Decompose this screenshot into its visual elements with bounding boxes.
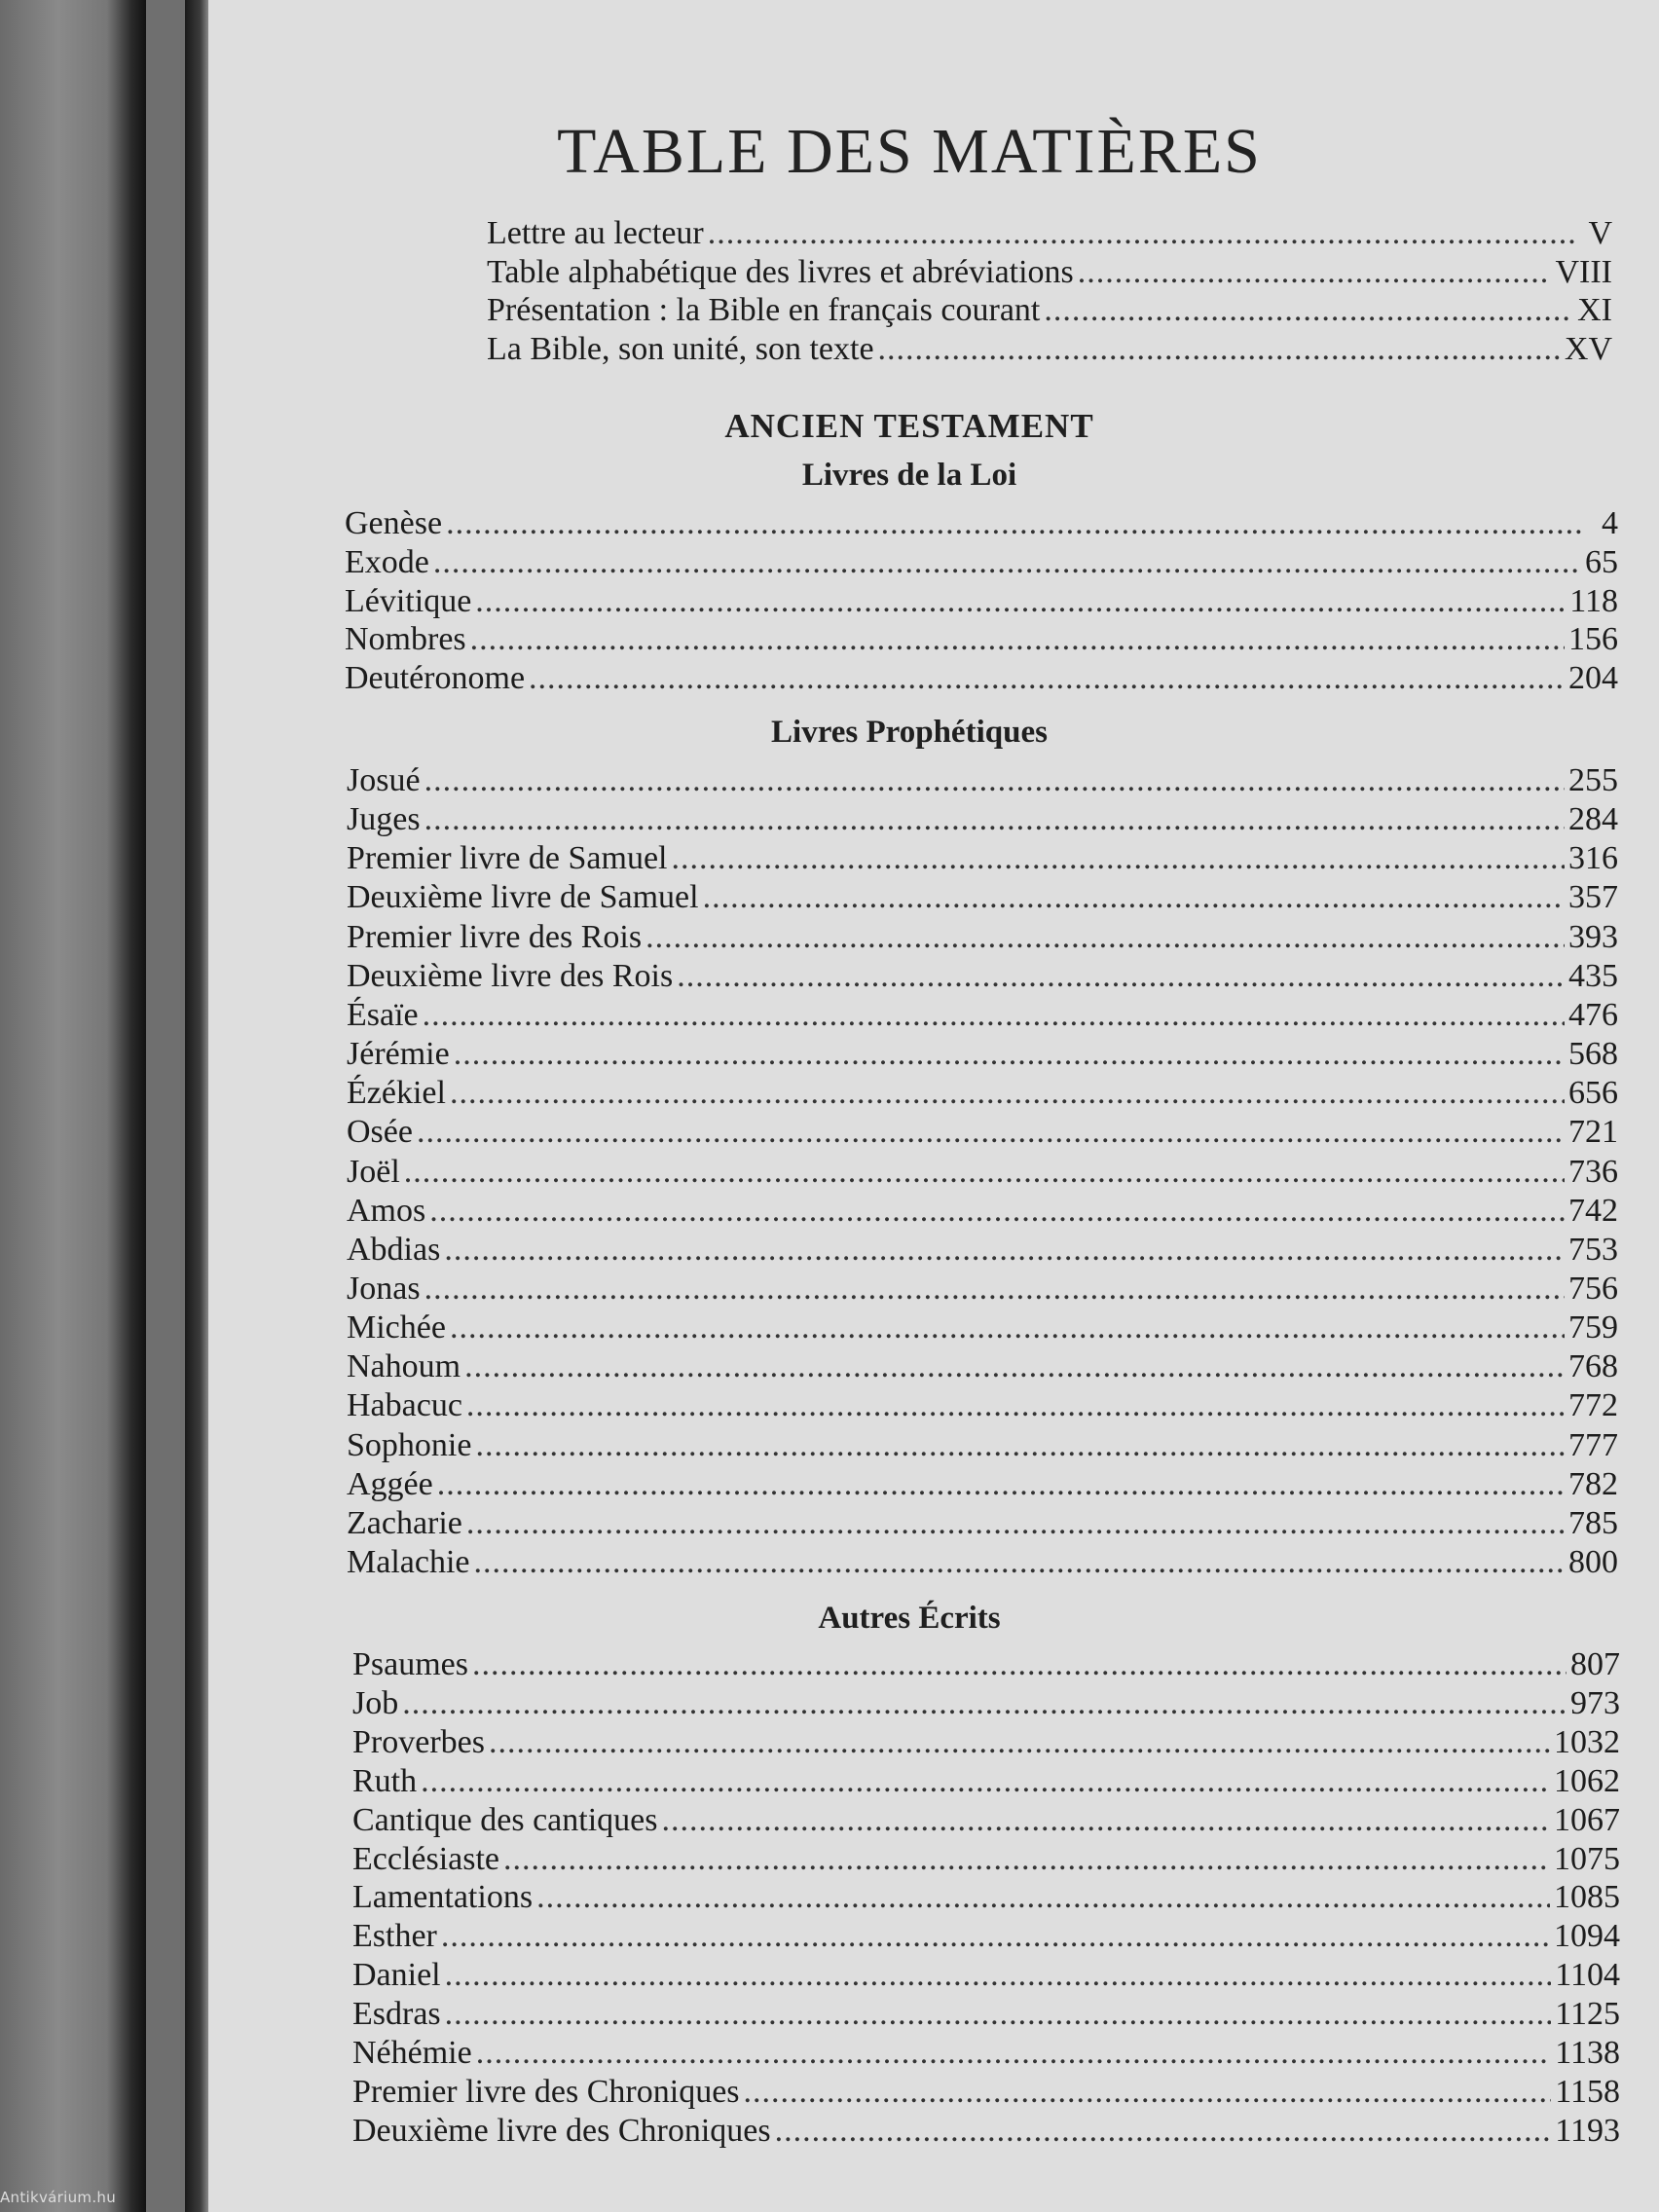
dot-leader — [470, 620, 1565, 659]
toc-entry-page-number: 255 — [1568, 762, 1618, 798]
toc-entry-page-number: 65 — [1585, 543, 1618, 580]
toc-entry-label: Lettre au lecteur — [487, 215, 704, 251]
toc-entry-label: Daniel — [352, 1957, 441, 1994]
dot-leader — [475, 1426, 1565, 1465]
toc-entry-label: Lévitique — [345, 582, 472, 619]
toc-entry — [347, 1465, 1618, 1504]
toc-entry-page-number: 782 — [1568, 1465, 1618, 1502]
section-heading-ancien-testament: ANCIEN TESTAMENT — [724, 407, 1094, 445]
dot-leader — [672, 839, 1565, 878]
dot-leader — [489, 1723, 1550, 1762]
subsection-heading-prophetiques: Livres Prophétiques — [771, 715, 1048, 750]
dot-leader — [417, 1113, 1565, 1152]
toc-entry-page-number: 807 — [1570, 1646, 1620, 1682]
dot-leader — [472, 1645, 1567, 1684]
toc-entry — [352, 2034, 1620, 2073]
dot-leader — [450, 1309, 1565, 1347]
toc-entry — [352, 1723, 1620, 1762]
toc-entry-page-number: 1125 — [1555, 1996, 1620, 2033]
toc-entry — [345, 543, 1618, 582]
toc-entry-page-number: 357 — [1568, 879, 1618, 916]
dot-leader — [775, 2112, 1552, 2151]
dot-leader — [429, 1192, 1565, 1231]
toc-entry — [347, 839, 1618, 878]
toc-entry-label: Ésaïe — [347, 996, 419, 1033]
toc-entry — [347, 1153, 1618, 1192]
toc-entry-label: Abdias — [347, 1231, 441, 1268]
dot-leader — [1078, 253, 1552, 292]
toc-entry — [352, 2073, 1620, 2112]
toc-entry-page-number: 316 — [1568, 840, 1618, 877]
toc-entry-label: Michée — [347, 1309, 446, 1346]
toc-entry-page-number: 800 — [1568, 1544, 1618, 1580]
toc-entry-page-number: 118 — [1569, 582, 1618, 619]
toc-entry-label: Sophonie — [347, 1426, 472, 1463]
toc-entry-page-number: 1075 — [1554, 1840, 1620, 1877]
toc-entry-page-number: V — [1588, 215, 1612, 251]
dot-leader — [424, 1270, 1565, 1309]
toc-entry — [345, 504, 1618, 543]
toc-entry-page-number: 785 — [1568, 1504, 1618, 1541]
toc-entry-label: Habacuc — [347, 1387, 462, 1424]
watermark-text: Antikvárium.hu — [0, 2189, 117, 2206]
dot-leader — [529, 659, 1565, 698]
toc-entry — [347, 1113, 1618, 1152]
toc-entry-label: Ecclésiaste — [352, 1840, 500, 1877]
toc-entry-label: Lamentations — [352, 1879, 534, 1916]
toc-entry-page-number: 756 — [1568, 1270, 1618, 1307]
toc-entry-label: Exode — [345, 543, 429, 580]
toc-entry-page-number: XI — [1577, 292, 1612, 328]
subsection-heading-autres: Autres Écrits — [818, 1601, 1001, 1636]
toc-entry-page-number: 393 — [1568, 918, 1618, 955]
dot-leader — [476, 2034, 1552, 2073]
toc-entry-page-number: 1062 — [1554, 1762, 1620, 1799]
dot-leader — [703, 878, 1565, 917]
dot-leader — [878, 330, 1561, 369]
toc-entry — [347, 1270, 1618, 1309]
toc-entry — [487, 330, 1612, 369]
page-title: TABLE DES MATIÈRES — [557, 116, 1262, 187]
toc-entry — [347, 1426, 1618, 1465]
dot-leader — [444, 1231, 1565, 1270]
toc-entry — [352, 1956, 1620, 1995]
toc-entry-page-number: VIII — [1555, 253, 1612, 290]
toc-entry — [347, 957, 1618, 996]
toc-entry-label: Aggée — [347, 1465, 433, 1502]
toc-entry-label: Malachie — [347, 1544, 470, 1580]
toc-entry-label: Psaumes — [352, 1646, 468, 1682]
toc-entry-page-number: 156 — [1568, 621, 1618, 658]
toc-entry — [347, 1231, 1618, 1270]
toc-entry — [347, 1347, 1618, 1386]
toc-entry — [487, 253, 1612, 292]
toc-entry-page-number: 736 — [1568, 1153, 1618, 1190]
toc-entry — [352, 1917, 1620, 1956]
toc-entry-page-number: 284 — [1568, 801, 1618, 838]
toc-entry — [347, 1074, 1618, 1113]
toc-entry — [352, 1995, 1620, 2034]
toc-entry-label: Premier livre des Rois — [347, 918, 643, 955]
dot-leader — [450, 1074, 1565, 1113]
toc-entry-label: Joël — [347, 1153, 400, 1190]
toc-entry-page-number: 721 — [1568, 1114, 1618, 1151]
dot-leader — [421, 1762, 1550, 1801]
toc-entry-label: Deutéronome — [345, 660, 526, 697]
toc-entry-page-number: 435 — [1568, 957, 1618, 994]
toc-entry — [347, 918, 1618, 957]
toc-entry-page-number: 768 — [1568, 1348, 1618, 1385]
toc-entry — [347, 1543, 1618, 1582]
dot-leader — [445, 1995, 1552, 2034]
dot-leader — [424, 761, 1565, 800]
toc-entry-label: Premier livre des Chroniques — [352, 2073, 740, 2110]
dot-leader — [466, 1504, 1565, 1543]
toc-entry-label: Josué — [347, 762, 421, 798]
toc-entry-label: Ruth — [352, 1762, 418, 1799]
toc-entry-page-number: XV — [1564, 330, 1612, 367]
toc-entry-page-number: 759 — [1568, 1309, 1618, 1346]
toc-entry-page-number: 973 — [1570, 1684, 1620, 1721]
dot-leader — [744, 2073, 1552, 2112]
toc-entry-label: Juges — [347, 801, 421, 838]
dot-leader — [661, 1801, 1550, 1840]
toc-entry-page-number: 1193 — [1555, 2112, 1620, 2149]
toc-entry — [347, 1035, 1618, 1074]
dot-leader — [404, 1153, 1565, 1192]
toc-entry — [345, 620, 1618, 659]
dot-leader — [402, 1684, 1567, 1723]
toc-entry-label: Deuxième livre de Samuel — [347, 879, 699, 916]
toc-entry-label: Premier livre de Samuel — [347, 840, 668, 877]
toc-entry-label: Néhémie — [352, 2035, 472, 2071]
dot-leader — [437, 1465, 1565, 1504]
toc-entry-label: La Bible, son unité, son texte — [487, 330, 874, 367]
toc-entry-label: Esther — [352, 1918, 437, 1955]
toc-entry-label: Ézékiel — [347, 1075, 446, 1112]
toc-entry-label: Zacharie — [347, 1504, 462, 1541]
toc-entry — [352, 1878, 1620, 1917]
toc-entry-page-number: 1085 — [1554, 1879, 1620, 1916]
toc-entry — [352, 2112, 1620, 2151]
toc-entry-label: Amos — [347, 1192, 426, 1229]
toc-entry-label: Jonas — [347, 1270, 421, 1307]
toc-entry-label: Deuxième livre des Rois — [347, 957, 674, 994]
toc-entry — [347, 800, 1618, 839]
dot-leader — [423, 996, 1565, 1035]
toc-entry-page-number: 1067 — [1554, 1801, 1620, 1838]
toc-entry — [347, 761, 1618, 800]
toc-entry-page-number: 753 — [1568, 1231, 1618, 1268]
dot-leader — [446, 504, 1581, 543]
toc-entry — [352, 1801, 1620, 1840]
toc-entry-page-number: 568 — [1568, 1036, 1618, 1073]
toc-entry-page-number: 204 — [1568, 660, 1618, 697]
dot-leader — [466, 1386, 1565, 1425]
toc-entry-page-number: 1158 — [1555, 2073, 1620, 2110]
toc-entry-page-number: 772 — [1568, 1387, 1618, 1424]
toc-entry — [345, 582, 1618, 621]
book-page — [208, 0, 1659, 2212]
book-spine-shadow — [0, 0, 146, 2212]
toc-entry — [352, 1684, 1620, 1723]
toc-entry-page-number: 656 — [1568, 1075, 1618, 1112]
dot-leader — [708, 214, 1575, 253]
dot-leader — [464, 1347, 1565, 1386]
toc-entry-page-number: 4 — [1602, 505, 1618, 541]
toc-entry — [352, 1645, 1620, 1684]
toc-entry — [487, 214, 1612, 253]
dot-leader — [645, 918, 1565, 957]
toc-entry — [347, 1386, 1618, 1425]
dot-leader — [536, 1878, 1550, 1917]
book-binding-edge — [185, 0, 210, 2212]
toc-entry — [347, 1192, 1618, 1231]
toc-entry-page-number: 1032 — [1554, 1723, 1620, 1760]
toc-entry — [347, 996, 1618, 1035]
toc-entry-label: Osée — [347, 1114, 413, 1151]
toc-entry-label: Deuxième livre des Chroniques — [352, 2112, 771, 2149]
toc-entry-label: Cantique des cantiques — [352, 1801, 658, 1838]
toc-entry-page-number: 1104 — [1555, 1957, 1620, 1994]
toc-entry — [347, 1309, 1618, 1347]
dot-leader — [1044, 291, 1573, 330]
toc-entry — [352, 1840, 1620, 1879]
toc-entry-label: Genèse — [345, 505, 443, 541]
toc-entry-label: Jérémie — [347, 1036, 450, 1073]
toc-entry-label: Nombres — [345, 621, 466, 658]
toc-entry-page-number: 742 — [1568, 1192, 1618, 1229]
toc-entry-label: Table alphabétique des livres et abréviations — [487, 253, 1074, 290]
dot-leader — [475, 582, 1566, 621]
dot-leader — [424, 800, 1565, 839]
toc-entry — [345, 659, 1618, 698]
toc-entry-label: Proverbes — [352, 1723, 485, 1760]
dot-leader — [433, 543, 1581, 582]
toc-entry — [352, 1762, 1620, 1801]
toc-entry-label: Job — [352, 1684, 399, 1721]
dot-leader — [441, 1917, 1550, 1956]
subsection-heading-loi: Livres de la Loi — [801, 458, 1017, 493]
dot-leader — [445, 1956, 1552, 1995]
toc-entry-page-number: 476 — [1568, 996, 1618, 1033]
dot-leader — [474, 1543, 1566, 1582]
dot-leader — [677, 957, 1565, 996]
toc-entry-label: Présentation : la Bible en français courant — [487, 292, 1041, 328]
toc-entry — [347, 878, 1618, 917]
toc-entry — [347, 1504, 1618, 1543]
toc-entry-label: Esdras — [352, 1996, 441, 2033]
toc-entry-page-number: 1138 — [1555, 2035, 1620, 2071]
toc-entry-page-number: 777 — [1568, 1426, 1618, 1463]
dot-leader — [503, 1840, 1550, 1879]
toc-entry — [487, 291, 1612, 330]
toc-entry-page-number: 1094 — [1554, 1918, 1620, 1955]
dot-leader — [454, 1035, 1565, 1074]
toc-entry-label: Nahoum — [347, 1348, 461, 1385]
